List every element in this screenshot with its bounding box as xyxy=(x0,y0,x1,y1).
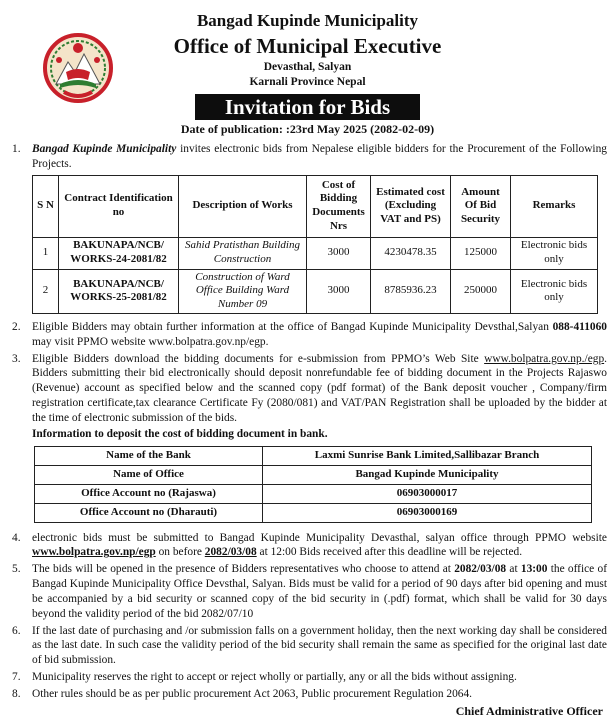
item-4-text-b: on before xyxy=(155,546,205,559)
table-row xyxy=(35,446,592,465)
bolpatra-link[interactable]: www.bolpatra.gov.np/egp xyxy=(32,546,156,559)
municipality-name-inline: Bangad Kupinde Municipality xyxy=(32,143,177,155)
item-5-text-b: at xyxy=(506,563,521,576)
cell-contract: BAKUNAPA/NCB/ WORKS-25-2081/82 xyxy=(59,269,179,313)
col-contract: Contract Identification no xyxy=(59,175,179,237)
item-number: 4. xyxy=(12,531,21,544)
publication-date-value: 23rd May 2025 (2082-02-09) xyxy=(289,122,435,137)
item-7-text: Municipality reserves the right to accept or reject wholly or partially, any or all the bids without assigning. xyxy=(32,670,517,683)
table-row xyxy=(33,269,598,313)
col-sn: S N xyxy=(33,175,59,237)
opening-date: 2082/03/08 xyxy=(454,563,507,576)
cell-work: Sahid Pratisthan Building Construction xyxy=(179,237,307,269)
bank-value: Bangad Kupinde Municipality xyxy=(263,465,592,484)
submission-deadline: 2082/03/08 xyxy=(204,546,257,559)
publication-date xyxy=(8,122,607,138)
table-row xyxy=(35,484,592,503)
item-4-text-a: electronic bids must be submitted to Bangad Kupinde Municipality Devasthal, salyan office through PPMO website xyxy=(32,531,607,544)
cell-remarks: Electronic bids only xyxy=(511,269,598,313)
bids-table xyxy=(32,175,598,314)
bank-value: Laxmi Sunrise Bank Limited,Sallibazar Branch xyxy=(263,446,592,465)
bids-table-header-row xyxy=(33,175,598,237)
ppmo-website-link[interactable]: www.bolpatra.gov.np./egp xyxy=(484,352,605,365)
opening-time: 13:00 xyxy=(520,563,548,576)
item-8-text: Other rules should be as per public procurement Act 2063, Public procurement Regulation 2064. xyxy=(32,687,473,700)
notice-items xyxy=(8,142,607,702)
bank-details-table xyxy=(34,446,592,523)
col-description: Description of Works xyxy=(179,175,307,237)
item-3-text-a: Eligible Bidders download the bidding documents for e-submission from PPMO’s Web Site xyxy=(32,352,485,365)
cell-remarks: Electronic bids only xyxy=(511,237,598,269)
notice-item-2 xyxy=(8,320,607,350)
address-line-1: Devasthal, Salyan xyxy=(263,61,352,74)
bank-value: 06903000017 xyxy=(263,484,592,503)
cell-contract: BAKUNAPA/NCB/ WORKS-24-2081/82 xyxy=(59,237,179,269)
cell-doc-cost: 3000 xyxy=(307,269,371,313)
item-3-text-b: . Bidders submitting their bid electronically should deposit nonrefundable fee of bidding document in the Projects Rajaswo (Revenue) account as specified below and the scanned copy (pdf format) of the Bank deposit voucher , Company/firm registration certificate,tax clearance Certificate Fy (2080/081) and VAT/PAN Registration shall be uploaded by the bidder at the time of electronic submission of the bids. xyxy=(32,352,607,424)
item-5-text-c: the office of Bangad Kupinde Municipality Office Devsthal, Salyan. Bids must be valid for a period of 90 days after bid opening and must be accompanied by a bid security or scanned copy of the bid security in (.pdf) format, which shall be valid for 30 days beyond the validity period of the bid 2082/07/10 xyxy=(32,563,607,620)
bank-label: Office Account no (Rajaswa) xyxy=(35,484,263,503)
item-number: 7. xyxy=(12,670,21,683)
col-security: Amount Of Bid Security xyxy=(451,175,511,237)
cell-doc-cost: 3000 xyxy=(307,237,371,269)
table-row xyxy=(35,465,592,484)
cell-security: 250000 xyxy=(451,269,511,313)
invitation-banner: Invitation for Bids xyxy=(195,94,420,120)
item-1-text: invites electronic bids from Nepalese eligible bidders for the Procurement of the Following Projects. xyxy=(32,143,607,170)
item-number: 8. xyxy=(12,687,21,700)
notice-item-4 xyxy=(8,531,607,561)
signature-title: Chief Administrative Officer xyxy=(455,704,603,719)
bank-info-title: Information to deposit the cost of bidding document in bank. xyxy=(32,427,328,440)
cell-sn: 2 xyxy=(33,269,59,313)
bank-value: 06903000169 xyxy=(263,503,592,522)
col-doc-cost: Cost of Bidding Documents Nrs xyxy=(307,175,371,237)
notice-header xyxy=(8,10,607,142)
table-row xyxy=(33,237,598,269)
bank-label: Office Account no (Dharauti) xyxy=(35,503,263,522)
item-number: 3. xyxy=(12,352,21,365)
office-title: Office of Municipal Executive xyxy=(173,34,442,59)
col-remarks: Remarks xyxy=(511,175,598,237)
notice-item-6 xyxy=(8,624,607,668)
cell-sn: 1 xyxy=(33,237,59,269)
item-number: 1. xyxy=(12,143,21,155)
item-number: 6. xyxy=(12,624,21,637)
notice-item-3 xyxy=(8,352,607,523)
address-line-2: Karnali Province Nepal xyxy=(249,75,366,88)
phone-number: 088-411060 xyxy=(552,320,607,333)
cell-estimate: 8785936.23 xyxy=(371,269,451,313)
cell-security: 125000 xyxy=(451,237,511,269)
col-estimate: Estimated cost (Excluding VAT and PS) xyxy=(371,175,451,237)
item-5-text-a: The bids will be opened in the presence of Bidders representatives who choose to attend at xyxy=(32,563,455,576)
item-2-text-b: may visit PPMO website www.bolpatra.gov.np/egp. xyxy=(32,335,269,348)
item-6-text: If the last date of purchasing and /or submission falls on a government holiday, then the next working day shall be considered as the last date. In such case the validity period of the bid security shall remain the same as specified for the original last date of bid submission. xyxy=(32,624,607,667)
table-row xyxy=(35,503,592,522)
cell-work: Construction of Ward Office Building Ward Number 09 xyxy=(179,269,307,313)
item-number: 2. xyxy=(12,320,21,333)
notice-item-5 xyxy=(8,562,607,621)
publication-date-label: Date of publication: : xyxy=(180,122,290,137)
bank-label: Name of Office xyxy=(35,465,263,484)
municipality-name: Bangad Kupinde Municipality xyxy=(196,11,419,30)
notice-item-8 xyxy=(8,687,607,702)
notice-item-1 xyxy=(8,142,607,314)
item-number: 5. xyxy=(12,563,21,576)
bank-label: Name of the Bank xyxy=(35,446,263,465)
nepal-government-emblem-icon xyxy=(42,32,114,104)
item-2-text-a: Eligible Bidders may obtain further information at the office of Bangad Kupinde Municipality Devsthal,Salyan xyxy=(32,320,553,333)
item-4-text-c: at 12:00 Bids received after this deadline will be rejected. xyxy=(256,546,523,559)
notice-item-7 xyxy=(8,670,607,685)
cell-estimate: 4230478.35 xyxy=(371,237,451,269)
